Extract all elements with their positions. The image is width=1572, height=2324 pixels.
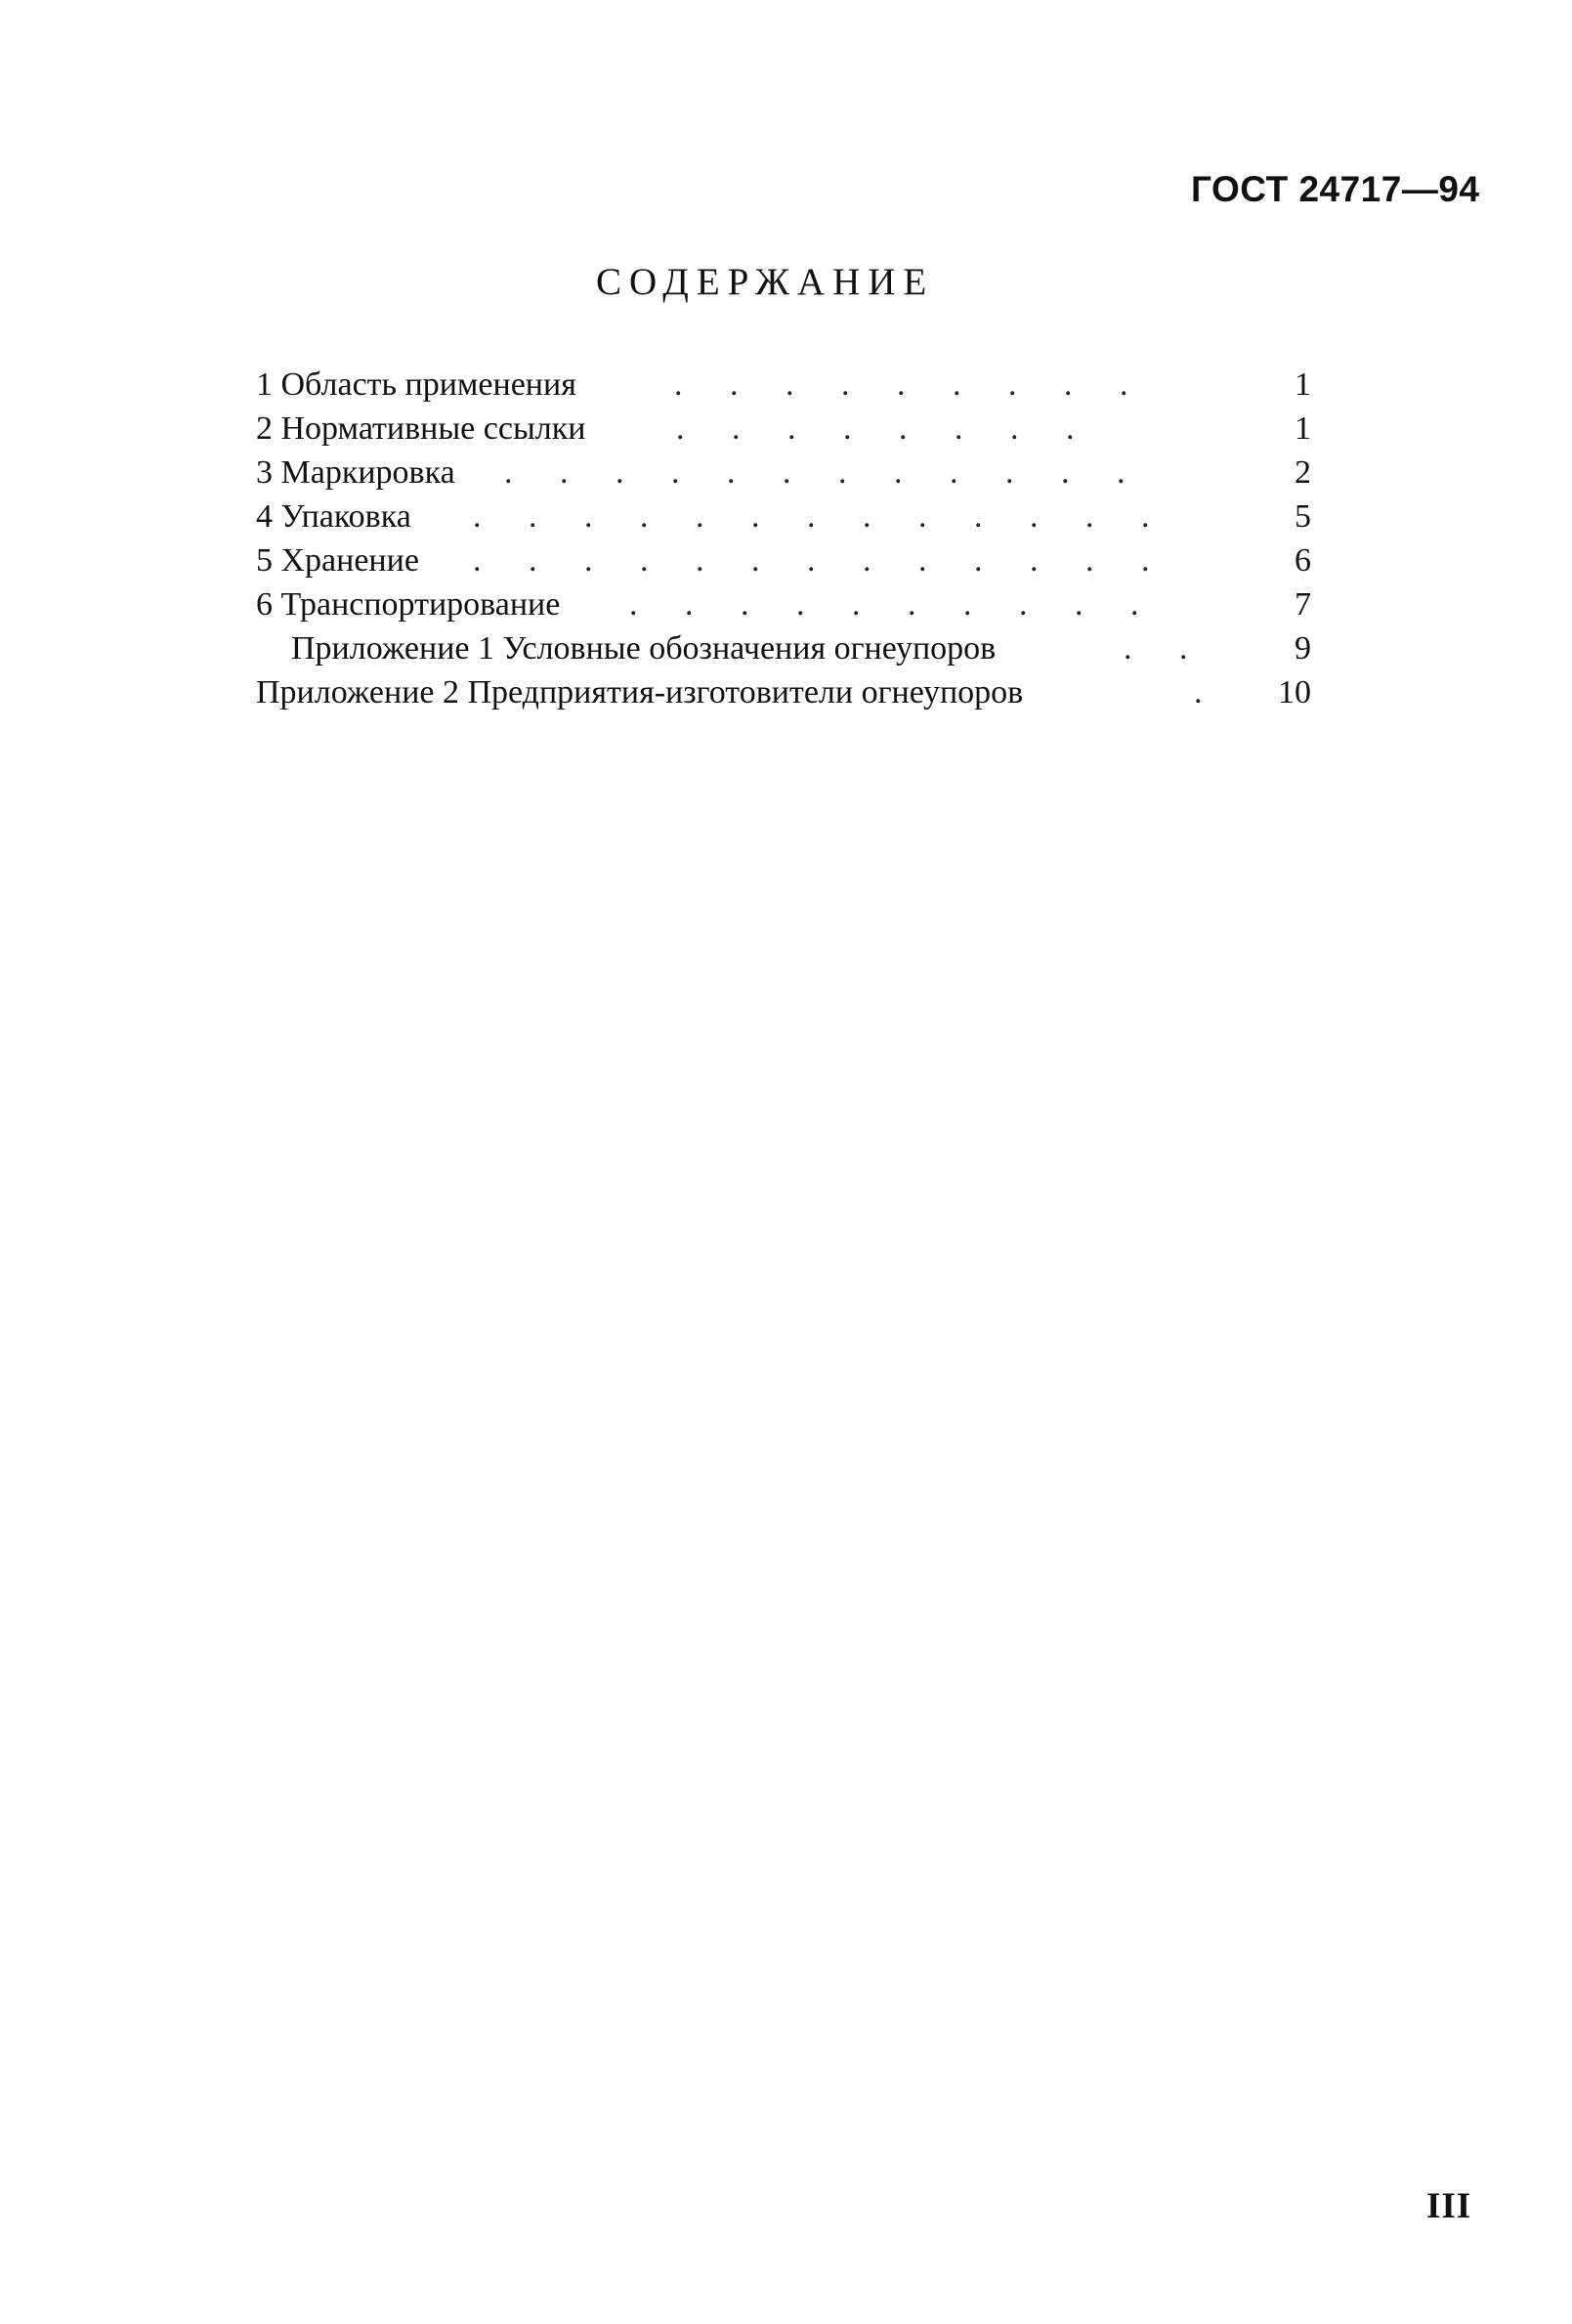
toc-entry-appendix[interactable] xyxy=(256,626,1311,670)
toc-entry-title: 2 Нормативные ссылки xyxy=(256,410,586,447)
toc-entry[interactable] xyxy=(256,538,1311,582)
toc-leader-dots: . . . . . . . . . . . . . xyxy=(473,498,1169,535)
toc-entry-title: 5 Хранение xyxy=(256,542,419,579)
toc-entry-title: 4 Упаковка xyxy=(256,498,411,535)
toc-leader-dots: . . . . . . . . . . xyxy=(629,586,1159,623)
toc-entry-page: 9 xyxy=(1295,630,1311,667)
toc-leader-dots: . . . . . . . . . xyxy=(674,366,1148,403)
toc-entry-page: 5 xyxy=(1295,498,1311,535)
toc-entry-title: 6 Транспортирование xyxy=(256,586,561,623)
document-code: ГОСТ 24717—94 xyxy=(1191,169,1480,209)
toc-entry-page: 1 xyxy=(1295,366,1311,403)
toc-entry-page: 1 xyxy=(1295,410,1311,447)
toc-entry[interactable] xyxy=(256,407,1311,451)
toc-leader-dots: . . xyxy=(1124,630,1208,667)
toc-leader-dots: . xyxy=(1194,674,1222,710)
toc-entry-title: Приложение 2 Предприятия-изготовители огнеупоров xyxy=(256,674,1024,710)
toc-entry-title: Приложение 1 Условные обозначения огнеупоров xyxy=(291,630,997,667)
page-number: III xyxy=(1426,2186,1472,2226)
toc-entry-title: 3 Маркировка xyxy=(256,454,455,491)
toc-entry-page: 7 xyxy=(1295,586,1311,623)
toc-entry-title: 1 Область применения xyxy=(256,366,576,403)
table-of-contents xyxy=(256,363,1311,714)
toc-entry[interactable] xyxy=(256,451,1311,495)
toc-entry-page: 6 xyxy=(1295,542,1311,579)
toc-title: СОДЕРЖАНИЕ xyxy=(596,261,935,303)
toc-entry[interactable] xyxy=(256,495,1311,538)
toc-entry-appendix[interactable] xyxy=(256,670,1311,714)
toc-leader-dots: . . . . . . . . . . . . xyxy=(504,454,1145,491)
toc-leader-dots: . . . . . . . . xyxy=(676,410,1094,447)
toc-leader-dots: . . . . . . . . . . . . . xyxy=(473,542,1169,579)
toc-entry-page: 10 xyxy=(1278,674,1311,710)
toc-entry[interactable] xyxy=(256,363,1311,407)
toc-entry-page: 2 xyxy=(1295,454,1311,491)
toc-entry[interactable] xyxy=(256,582,1311,626)
